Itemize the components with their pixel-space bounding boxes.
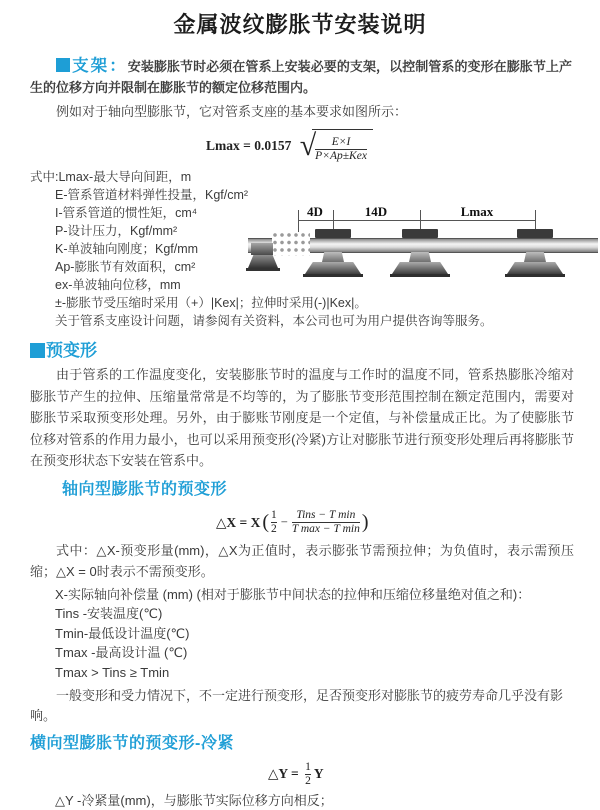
support-intro-paragraph [30, 56, 572, 98]
support-foot [505, 274, 565, 277]
support-base [305, 262, 361, 274]
definition-line: ±-膨胀节受压缩时采用（+）|Kex|；拉伸时采用(-)|Kex|。 [55, 296, 367, 310]
lateral-formula-lhs: △Y = [268, 766, 303, 781]
predeform-body-text: 由于管系的工作温度变化，安装膨胀节时的温度与工作时的温度不同，管系热膨胀冷缩对膨胀节产生的拉伸、压缩量常常是不均等的，为了膨胀节变形范围控制在额定范围内，需要对膨胀节采取预变形处理。另外，由于膨账节刚度是一个定值，与补偿量成正比。为了使膨胀节位移对管系的作用力最小，也可以采用预变形(冷紧)方让对膨胀节进行预变形处理后再将膨胀节在预变形状态下安装在管系中。 [30, 367, 574, 468]
support-base [392, 262, 448, 274]
radical-sign-icon: √ [299, 129, 317, 162]
axial-variable-list [0, 585, 600, 683]
close-paren: ) [361, 511, 369, 533]
support-cap [402, 229, 438, 238]
temperature-fraction [292, 509, 360, 536]
support-neck [409, 252, 431, 262]
fraction-denominator: 2 [305, 774, 311, 787]
support-lead-text: 安装膨胀节时必须在管系上安装必要的支架，以控制管系的变形在膨胀节上产生的位移方向并限制在膨胀节的额定位移范围内。 [30, 59, 572, 95]
support-cap [517, 229, 553, 238]
fraction-numerator: 1 [271, 509, 277, 521]
fixed-anchor [251, 243, 273, 255]
definition-line: 关于管系支座设计问题，请参阅有关资料，本公司也可为用户提供咨询等服务。 [55, 314, 493, 328]
fixed-anchor-foot [246, 268, 280, 271]
predeform-section-heading [30, 340, 600, 362]
variable-line: Tmax > Tins ≥ Tmin [55, 664, 170, 680]
support-cap [315, 229, 351, 238]
support-neck [322, 252, 344, 262]
section-marker-icon [30, 343, 45, 358]
one-half-fraction [271, 509, 277, 536]
lmax-formula [206, 130, 600, 162]
variable-line: Tmin-最低设计温度(℃) [55, 625, 190, 641]
variable-line: Tmax -最高设计温 (℃) [55, 645, 188, 660]
axial-subheading: 轴向型膨胀节的预变形 [62, 480, 228, 498]
guide-support [303, 202, 363, 296]
dimension-label-4d: 4D [307, 204, 323, 219]
page-title: 金属波纹膨胀节安装说明 [173, 12, 427, 37]
definition-line: Ap-膨胀节有效面积，cm² [55, 260, 196, 274]
one-half-fraction [305, 761, 311, 788]
variable-line: X-实际轴向补偿量 (mm) (相对于膨胀节中间状态的拉伸和压缩位移量绝对值之和)： [55, 586, 531, 602]
axial-formula [216, 508, 600, 538]
support-foot [303, 274, 363, 277]
definition-line: K-单波轴向刚度；Kgf/mm [55, 242, 199, 256]
fraction-denominator: 2 [271, 523, 277, 535]
lmax-fraction-denominator: P×Ap±Kex [315, 150, 367, 162]
lmax-fraction [315, 136, 367, 163]
dimension-label-14d: 14D [364, 204, 388, 219]
variable-line: Tins -安装温度(℃) [55, 606, 163, 621]
pipe-support-diagram [248, 202, 598, 296]
dimension-label-lmax: Lmax [460, 204, 494, 219]
lmax-fraction-numerator: E×I [331, 136, 351, 148]
guide-support [505, 202, 565, 296]
lateral-subheading: 横向型膨胀节的预变形-冷紧 [30, 735, 234, 752]
support-foot [390, 274, 450, 277]
open-paren: ( [262, 511, 269, 533]
lmax-formula-lhs: Lmax = 0.0157 [206, 138, 295, 153]
definition-line: I-管系管道的惯性矩，cm⁴ [55, 206, 198, 220]
definitions-block [30, 168, 600, 330]
guide-support [390, 202, 450, 296]
lateral-formula [268, 760, 600, 788]
lateral-desc-text: △Y -冷紧量(mm)，与膨胀节实际位移方向相反； [55, 793, 333, 808]
section-marker-icon [56, 58, 70, 72]
radical-content [312, 129, 373, 163]
fraction-numerator: 1 [305, 760, 311, 773]
support-section-heading: 支架： [72, 57, 128, 75]
fraction-numerator: Tins − T min [296, 509, 356, 521]
support-example-text: 例如对于轴向型膨胀节，它对管系支座的基本要求如图所示： [56, 104, 408, 119]
definition-line: ex-单波轴向位移，mm [55, 278, 181, 292]
predeform-heading-text: 预变形 [46, 341, 97, 360]
definition-line: P-设计压力，Kgf/mm² [55, 224, 178, 238]
support-base [507, 262, 563, 274]
axial-note-text: 一般变形和受力情况下，不一定进行预变形，足否预变形对膨胀节的疲劳寿命几乎没有影响。 [30, 688, 564, 723]
fixed-anchor-base [248, 255, 278, 268]
axial-desc-text: 式中：△X-预变形量(mm)，△X为正值时，表示膨张节需预拉伸；为负值时，表示需预压缩；△X = 0时表示不需预变形。 [30, 542, 574, 579]
document-page [0, 12, 600, 808]
definition-line: 式中:Lmax-最大导向间距，m [30, 170, 192, 184]
fraction-denominator: T max − T min [291, 523, 360, 535]
lateral-formula-rhs: Y [313, 766, 324, 781]
axial-formula-lhs: △X = X [216, 514, 261, 530]
definition-line: E-管系管道材料弹性投量，Kgf/cm² [55, 188, 249, 202]
support-neck [524, 252, 546, 262]
minus-sign: − [280, 515, 288, 529]
